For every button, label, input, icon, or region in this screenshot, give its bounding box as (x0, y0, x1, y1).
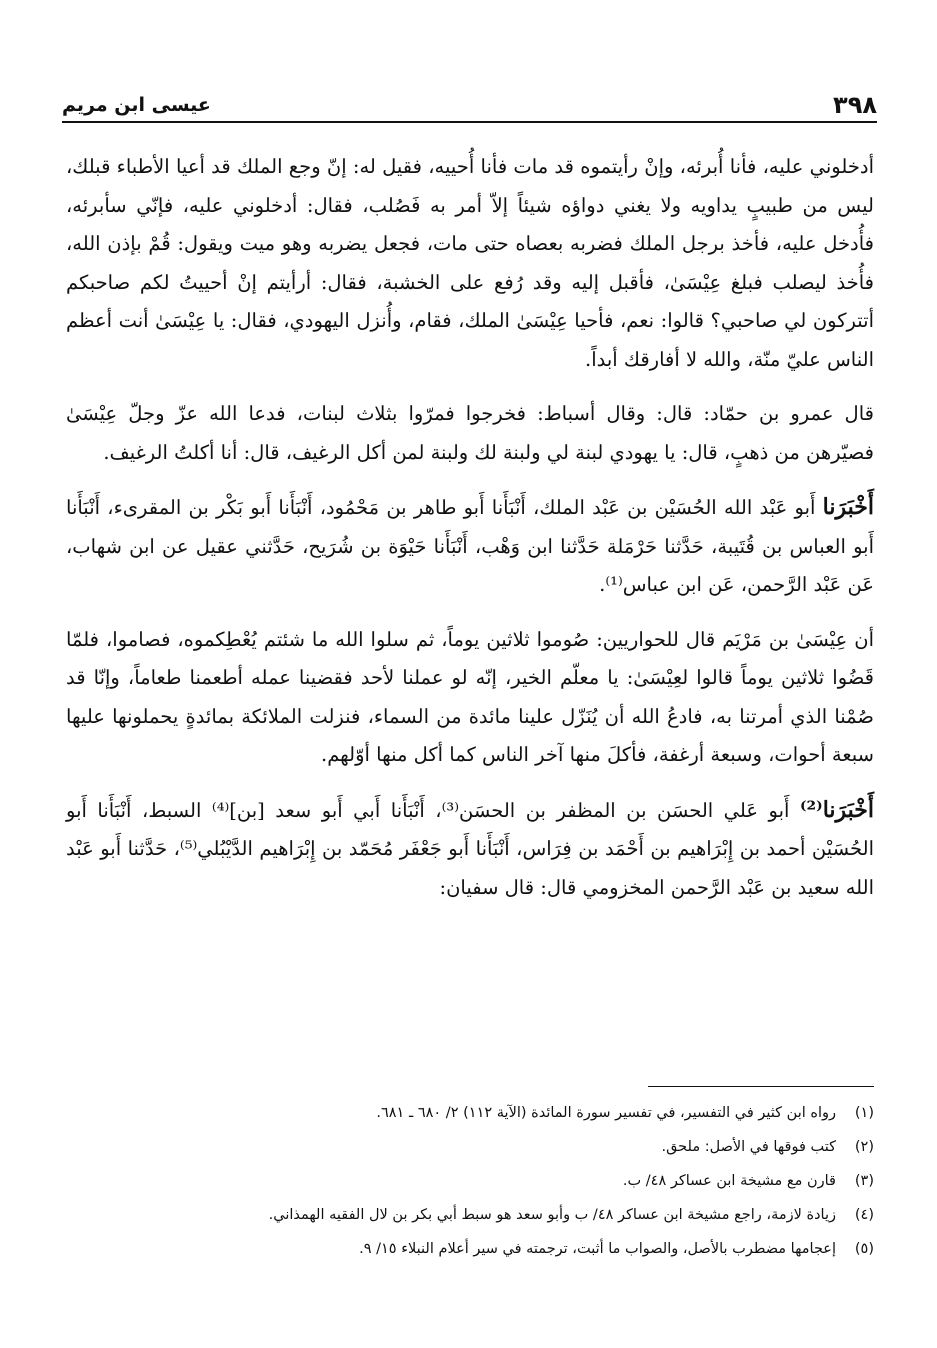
footnote-2 (66, 1134, 874, 1168)
footnote-1 (66, 1100, 874, 1134)
footnote-text: زيادة لازمة، راجع مشيخة ابن عساكر ٤٨/ ب وأبو سعد هو سبط أبي بكر بن لال الفقيه الهمذاني. (268, 1207, 836, 1223)
footnote-number: (١) (854, 1105, 874, 1121)
paragraph-5 (66, 791, 874, 908)
paragraph-3 (66, 488, 874, 605)
paragraph-3-text: أَبو عَبْد الله الحُسَيْن بن عَبْد الملك، أَنْبَأَنا أَبو طاهر بن مَحْمُود، أَنْبَأَنا أَبو بَكْر بن المقرىء، أَنْبَأَنا أَبو العباس بن قُتَيبة، حَدَّثنا حَرْمَلة حَدَّثنا ابن وَهْب، أَنْبَأَنا حَيْوَة بن شُرَيح، حَدَّثني عقيل عن ابن شهاب، عَن عَبْد الرَّحمن، عَن ابن عباس⁽¹⁾. (66, 496, 874, 596)
page-header (62, 86, 877, 120)
main-text (66, 148, 874, 907)
footnote-5 (66, 1236, 874, 1270)
paragraph-5-text: أَبو عَلي الحسَن بن المظفر بن الحسَن⁽³⁾، أَنْبَأَنا أَبي أَبو سعد [بن]⁽⁴⁾ السبط، أَنْبَأَنا أَبو الحُسَيْن أحمد بن إِبْرَاهيم بن أَحْمَد بن فِرَاس، أَنْبَأَنا أَبو جَعْفَر مُحَمّد بن إِبْرَاهيم الدَّيْبُلي⁽⁵⁾، حَدَّثنا أَبو عَبْد الله سعيد بن عَبْد الرَّحمن المخزومي قال: قال سفيان: (66, 798, 874, 899)
footnote-4 (66, 1202, 874, 1236)
isnad-lead-word: أَخْبَرَنا (822, 494, 874, 520)
footnote-number: (٣) (854, 1173, 874, 1189)
footnote-text: رواه ابن كثير في التفسير، في تفسير سورة المائدة (الآية ١١٢) ٢/ ٦٨٠ ـ ٦٨١. (376, 1105, 836, 1121)
page-number: ٣٩٨ (833, 91, 877, 119)
footnote-number: (٥) (854, 1241, 874, 1257)
isnad-lead-word: أَخْبَرَنا⁽²⁾ (799, 796, 875, 823)
footnote-text: كتب فوقها في الأصل: ملحق. (661, 1139, 836, 1155)
paragraph-1: أدخلوني عليه، فأنا أُبرئه، وإنْ رأيتموه قد مات فأنا أُحييه، فقيل له: إنّ وجع الملك قد أعيا الأطباء قبلك، ليس من طبيبٍ يداويه ولا يغني دواؤه شيئاً إلاّ أمر به فَصُلب، فقال: أدخلوني عليه، فإنّي سأبرئه، فأُدخل عليه، فأخذ برجل الملك فضربه بعصاه حتى مات، فجعل يضربه وهو ميت ويقول: قُمْ بإذن الله، فأُخذ ليصلب فبلغ عِيْسَىٰ، فأقبل إليه وقد رُفع على الخشبة، فقال: أرأيتم إنْ أحييتُ لكم صاحبكم أتتركون لي صاحبي؟ قالوا: نعم، فأحيا عِيْسَىٰ الملك، فقام، وأُنزل اليهودي، فقال: يا عِيْسَىٰ أنت أعظم الناس عليّ منّة، والله لا أفارقك أبداً. (66, 155, 874, 371)
header-rule (62, 121, 877, 123)
footnote-text: إعجامها مضطرب بالأصل، والصواب ما أثبت، ترجمته في سير أعلام النبلاء ١٥/ ٩. (359, 1241, 836, 1257)
footnote-number: (٢) (854, 1139, 874, 1155)
footnote-text: قارن مع مشيخة ابن عساكر ٤٨/ ب. (622, 1173, 836, 1189)
footnote-separator (648, 1086, 874, 1087)
footnotes (66, 1100, 874, 1270)
paragraph-4: أن عِيْسَىٰ بن مَرْيَم قال للحواريين: صُوموا ثلاثين يوماً، ثم سلوا الله ما شئتم يُعْطِكموه، فصاموا، فلمّا قَضُوا ثلاثين يوماً قالوا لعِيْسَىٰ: يا معلّم الخير، إنّه لو عملنا لأحد فقضينا عمله أطعمنا طعاماً، وإنّا قد صُمْنا الذي أمرتنا به، فادعُ الله أن يُنَزّل علينا مائدة من السماء، فنزلت الملائكة بمائدةٍ يحملونها عليها سبعة أحوات، وسبعة أرغفة، فأكلَ منها آخر الناس كما أكل منها أوّلهم. (66, 627, 874, 766)
paragraph-2: قال عمرو بن حمّاد: قال: وقال أسباط: فخرجوا فمرّوا بثلاث لبنات، فدعا الله عزّ وجلّ عِيْسَىٰ فصيّرهن من ذهبٍ، قال: يا يهودي لبنة لي ولبنة لك ولبنة لمن أكل الرغيف، قال: أنا أكلتُ الرغيف. (66, 402, 874, 464)
footnote-3 (66, 1168, 874, 1202)
running-title: عيسى ابن مريم (62, 94, 211, 116)
footnote-number: (٤) (854, 1207, 874, 1223)
